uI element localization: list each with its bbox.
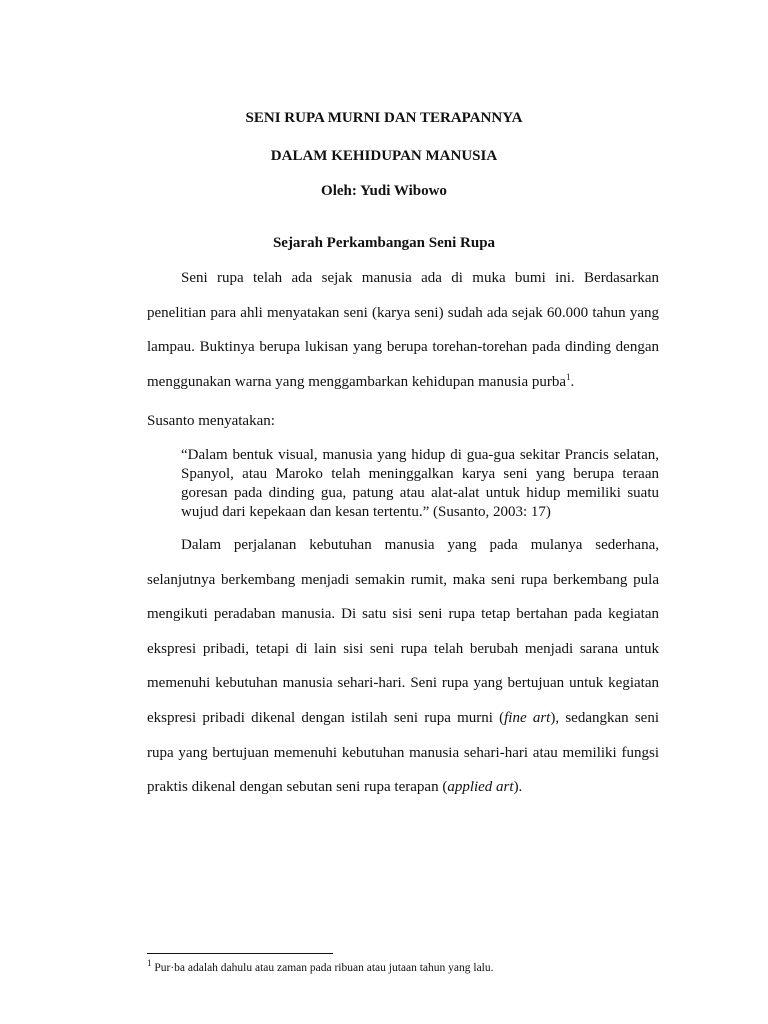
footnote-divider	[147, 953, 333, 954]
term-fine-art: fine art	[504, 709, 551, 726]
term-applied-art: applied art	[447, 779, 514, 796]
paragraph-1-text: Seni rupa telah ada sejak manusia ada di muka bumi ini. Berdasarkan penelitian para ahli menyatakan seni (karya seni) sudah ada sejak 60.000 tahun yang lampau. Buktinya berupa lukisan yang berupa torehan-torehan pada dinding dengan menggunakan warna yang menggambarkan kehidupan manusia purba	[147, 270, 659, 390]
footnote	[147, 958, 667, 975]
paragraph-2-text-b: ), sedangkan seni rupa yang bertujuan memenuhi kebutuhan manusia sehari-hari atau memiliki fungsi praktis dikenal dengan sebutan seni rupa terapan (	[147, 709, 660, 796]
footnote-ref[interactable]: 1	[566, 371, 571, 382]
author-line: Oleh: Yudi Wibowo	[321, 183, 447, 199]
section-heading: Sejarah Perkambangan Seni Rupa	[272, 235, 496, 251]
paragraph-2-text-c: ).	[513, 779, 523, 796]
title-line-2: DALAM KEHIDUPAN MANUSIA	[270, 148, 498, 164]
footnote-text: Pur·ba adalah dahulu atau zaman pada ribuan atau jutaan tahun yang lalu.	[151, 962, 494, 974]
paragraph-1-tail: Susanto menyatakan:	[147, 413, 275, 429]
paragraph-2-text-a: Dalam perjalanan kebutuhan manusia yang pada mulanya sederhana, selanjutnya berkembang menjadi semakin rumit, maka seni rupa berkembang pula mengikuti peradaban manusia. Di satu sisi seni rupa tetap bertahan pada kegiatan ekspresi pribadi, tetapi di lain sisi seni rupa telah berubah menjadi sarana untuk memenuhi kebutuhan manusia sehari-hari. Seni rupa yang bertujuan untuk kegiatan ekspresi pribadi dikenal dengan istilah seni rupa murni (	[147, 537, 659, 726]
block-quote: “Dalam bentuk visual, manusia yang hidup di gua-gua sekitar Prancis selatan, Spanyol, atau Maroko telah meninggalkan karya seni yang berupa teraan goresan pada dinding gua, patung atau alat-alat untuk hidup memiliki suatu wujud dari kepekaan dan kesan tertentu.” (Susanto, 2003: 17)	[181, 447, 659, 520]
paragraph-1-period: .	[570, 373, 575, 390]
title-line-1: SENI RUPA MURNI DAN TERAPANNYA	[245, 110, 523, 126]
paragraph-1	[147, 261, 659, 399]
paragraph-2	[147, 528, 659, 805]
footnote-number: 1	[147, 958, 152, 969]
